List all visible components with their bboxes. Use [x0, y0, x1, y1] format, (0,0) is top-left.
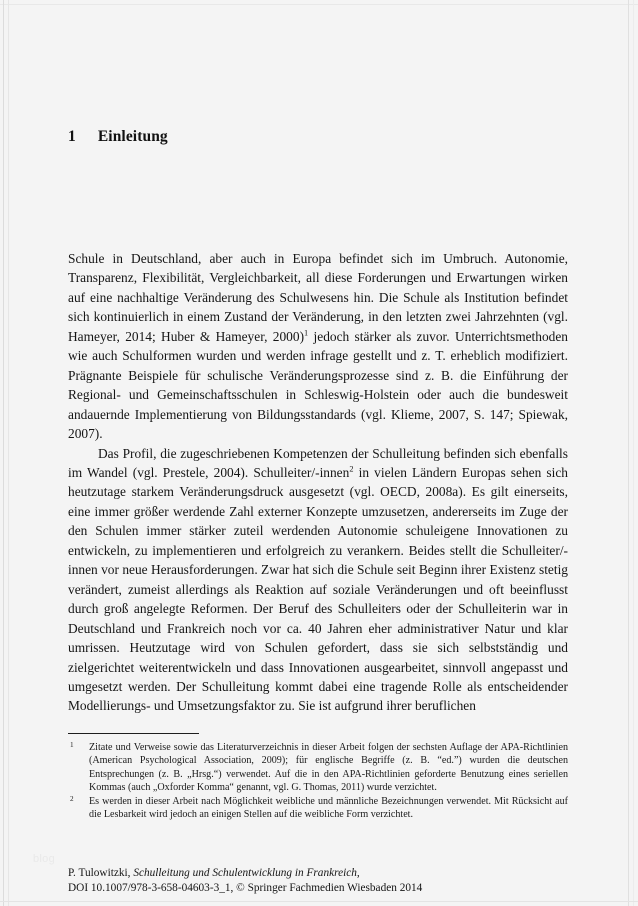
body-paragraph-1: Schule in Deutschland, aber auch in Europa befindet sich im Umbruch. Autonomie, Transparenz, Flexibilität, Vergleichbarkeit, all diese Forderungen und Erwartungen wirken auf eine nachhaltige Veränderung des Schulwesens hin. Die Schule als Institution befindet sich kontinuierlich in einem Zustand der Veränderung, in den letzten zwei Jahrzehnten (vgl. Hameyer, 2014; Huber & Hameyer, 2000)$^1$ jedoch stärker als zuvor. Unterrichtsmethoden wie auch Schulformen wurden und werden infrage gestellt und z. T. erheblich modifiziert. Prägnante Beispiele für schulische Veränderungsprozesse sind z. B. die Einführung der Regional- und Gemeinschaftsschulen in Schleswig-Holstein oder auch die bundesweit andauernde Implementierung von Bildungsstandards (vgl. Klieme, 2007, S. 147; Spiewak, 2007). — [68, 251, 568, 442]
footer-author: P. Tulowitzki, — [68, 867, 131, 879]
publisher-footer-line-1 — [68, 866, 588, 881]
chapter-number: 1 — [68, 128, 76, 146]
page-edge-top — [0, 4, 638, 5]
footnote-text: Zitate und Verweise sowie das Literaturverzeichnis in dieser Arbeit folgen der sechsten Auflage der APA-Richtlinien (American Psychological Association, 2009); für englische Begriffe (z. B. “ed.”) wurden die deutschen Entsprechungen (z. B. „Hrsg.“) verwendet. Auf die in den APA-Richtlinien geforderte Benutzung eines seriellen Kommas (auch „Oxforder Komma“ genannt, vgl. G. Thomas, 2011) wurde verzichtet. — [89, 742, 568, 793]
page-watermark: blog — [33, 853, 55, 865]
footnote-item — [68, 741, 568, 794]
footnote-marker: 2 — [70, 794, 74, 803]
footnote-marker: 1 — [70, 741, 74, 749]
footnote-item — [68, 795, 568, 822]
footnote-text: Es werden in dieser Arbeit nach Möglichkeit weibliche und männliche Bezeichnungen verwendet. Mit Rücksicht auf die Lesbarkeit wird jedoch an einigen Stellen auf die weibliche Form verzichtet. — [89, 795, 568, 820]
page-edge-bottom — [0, 901, 638, 902]
page-edge-right-inner — [628, 0, 629, 906]
publisher-footer — [68, 866, 588, 897]
footer-doi-line: DOI 10.1007/978-3-658-04603-3_1, © Springer Fachmedien Wiesbaden 2014 — [68, 882, 423, 895]
body-paragraph-2: Das Profil, die zugeschriebenen Kompetenzen der Schulleitung befinden sich ebenfalls im Wandel (vgl. Prestele, 2004). Schulleiter/-innen$^2$ in vielen Ländern Europas sehen sich heutzutage starkem Veränderungsdruck ausgesetzt (vgl. OECD, 2008a). Es gilt einerseits, eine immer größer werdende Zahl externer Konzepte umzusetzen, andererseits im Zuge der den Schulen immer stärker zuteil werdenden Autonomie schuleigene Innovationen zu entwickeln, zu implementieren und erfolgreich zu verankern. Beides stellt die Schulleiter/-innen vor neue Herausforderungen. Zwar hat sich die Schule seit Beginn ihrer Existenz stetig verändert, zumeist allerdings als Reaktion auf soziale Veränderungen und oft beeinflusst durch groß angelegte Reformen. Der Beruf des Schulleiters oder der Schulleiterin war in Deutschland und Frankreich noch vor ca. 40 Jahren eher administrativer Natur und klar umrissen. Heutzutage wird von Schulen gefordert, dass sie sich selbstständig und zielgerichtet weiterentwickeln und dass Innovationen ausgearbeitet, sinnvoll angepasst und umgesetzt werden. Der Schulleitung kommt dabei eine tragende Rolle als entscheidender Modellierungs- und Umsetzungsfaktor zu. Sie ist aufgrund ihrer beruflichen — [68, 445, 568, 714]
body-text — [68, 249, 568, 716]
footnote-separator-rule — [68, 733, 199, 734]
page-edge-right-outer — [633, 0, 634, 906]
page-edge-left-inner — [8, 0, 9, 906]
footer-work-title: Schulleitung und Schulentwicklung in Frankreich, — [133, 867, 360, 879]
chapter-title: Einleitung — [97, 128, 168, 146]
chapter-heading — [68, 128, 168, 146]
footnotes-section — [68, 741, 568, 822]
page-edge-left-outer — [3, 0, 4, 906]
